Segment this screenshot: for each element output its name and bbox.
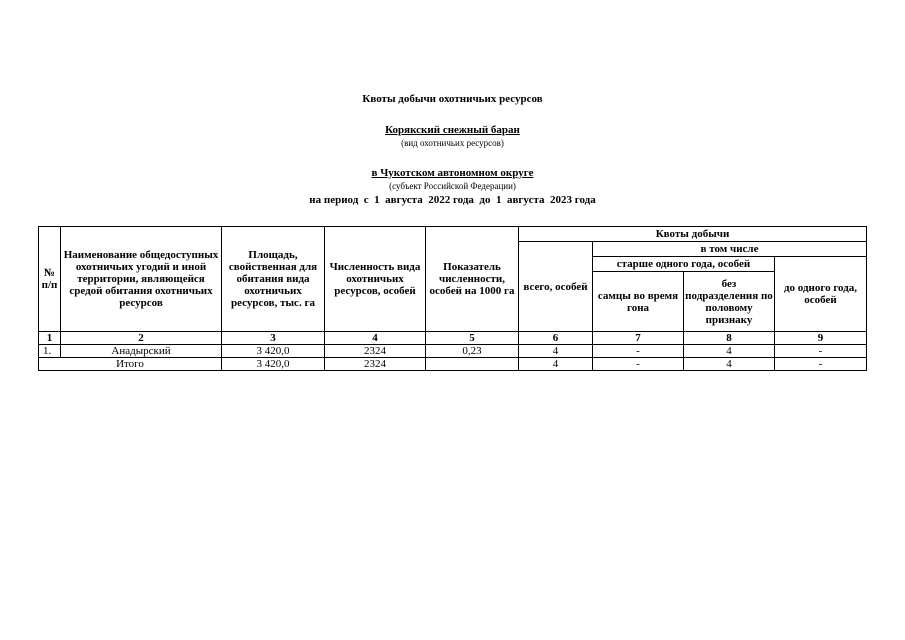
header-males: самцы во время гона [593, 272, 684, 332]
header-area: Площадь, свойственная для обитания вида охотничьих ресурсов, тыс. га [222, 227, 325, 332]
column-number: 7 [593, 332, 684, 345]
total-row [39, 358, 867, 371]
row-area: 3 420,0 [222, 345, 325, 358]
row-territory: Анадырский [61, 345, 222, 358]
total-area: 3 420,0 [222, 358, 325, 371]
resource-caption: (вид охотничьих ресурсов) [401, 138, 504, 148]
header-quota-group: Квоты добычи [519, 227, 867, 242]
column-number: 6 [519, 332, 593, 345]
total-young: - [775, 358, 867, 371]
column-number: 4 [325, 332, 426, 345]
header-no-division: без подразделения по половому признаку [684, 272, 775, 332]
header-territory: Наименование общедоступных охотничьих угодий и иной территории, являющейся средой обитания охотничьих ресурсов [61, 227, 222, 332]
header-young: до одного года, особей [775, 257, 867, 332]
row-population: 2324 [325, 345, 426, 358]
region-name: в Чукотском автономном округе [371, 167, 534, 179]
total-population: 2324 [325, 358, 426, 371]
total-males: - [593, 358, 684, 371]
row-number: 1. [39, 345, 61, 358]
resource-name: Корякский снежный баран [385, 124, 520, 136]
row-young: - [775, 345, 867, 358]
header-older-group: старше одного года, особей [593, 257, 775, 272]
row-density: 0,23 [426, 345, 519, 358]
column-number: 2 [61, 332, 222, 345]
region-caption: (субъект Российской Федерации) [389, 181, 516, 191]
total-density [426, 358, 519, 371]
column-numbers-row [39, 332, 867, 345]
header-including: в том числе [593, 242, 867, 257]
column-number: 8 [684, 332, 775, 345]
quota-table [38, 226, 867, 371]
total-no-division: 4 [684, 358, 775, 371]
row-total: 4 [519, 345, 593, 358]
header-total: всего, особей [519, 242, 593, 332]
column-number: 9 [775, 332, 867, 345]
header-number: № п/п [39, 227, 61, 332]
header-density: Показатель численности, особей на 1000 га [426, 227, 519, 332]
column-number: 3 [222, 332, 325, 345]
column-number: 1 [39, 332, 61, 345]
header-population: Численность вида охотничьих ресурсов, особей [325, 227, 426, 332]
row-no-division: 4 [684, 345, 775, 358]
table-row [39, 345, 867, 358]
total-total: 4 [519, 358, 593, 371]
row-males: - [593, 345, 684, 358]
total-label: Итого [39, 358, 222, 371]
column-number: 5 [426, 332, 519, 345]
period-line: на период с 1 августа 2022 года до 1 августа 2023 года [309, 194, 596, 206]
document-title: Квоты добычи охотничьих ресурсов [362, 93, 543, 105]
